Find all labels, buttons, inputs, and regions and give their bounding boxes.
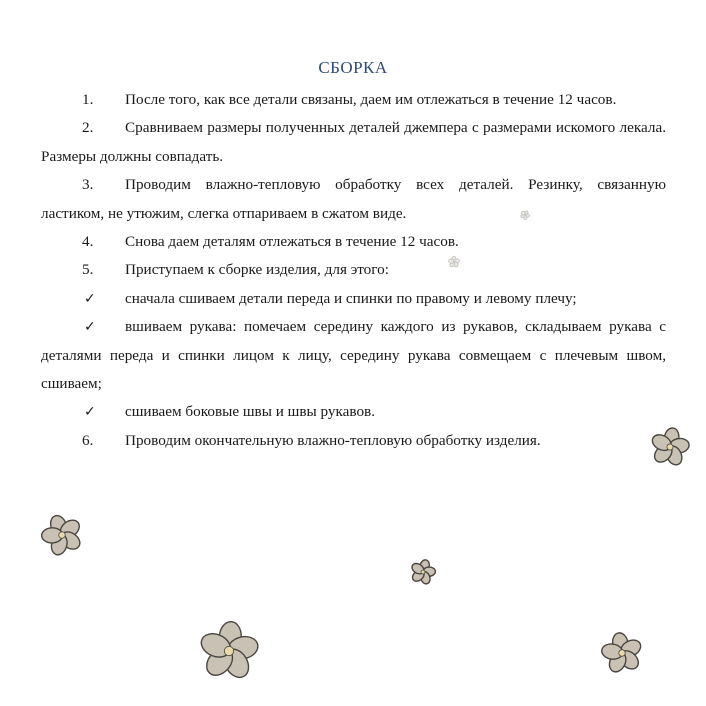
list-item-1 bbox=[41, 86, 666, 114]
check-item-3 bbox=[41, 398, 666, 426]
list-item-5 bbox=[41, 256, 666, 284]
list-number: 4. bbox=[82, 233, 94, 251]
list-item-text: сначала сшиваем детали переда и спинки по правому и левому плечу; bbox=[125, 289, 577, 307]
document-title: СБОРКА bbox=[318, 58, 388, 77]
list-item-text: Сравниваем размеры полученных деталей джемпера с размерами искомого лекала. Размеры должны совпадать. bbox=[41, 119, 666, 165]
list-item-text: После того, как все детали связаны, даем им отлежаться в течение 12 часов. bbox=[125, 91, 617, 108]
list-item-text: Проводим окончательную влажно-тепловую обработку изделия. bbox=[125, 431, 541, 449]
list-item-6 bbox=[41, 427, 666, 455]
flower-icon bbox=[35, 508, 90, 562]
list-number: 6. bbox=[82, 431, 94, 449]
list-item-text: сшиваем боковые швы и швы рукавов. bbox=[125, 403, 376, 421]
flower-icon bbox=[407, 557, 439, 588]
list-number: 5. bbox=[82, 261, 94, 279]
check-item-2 bbox=[41, 313, 666, 398]
list-item-text: Приступаем к сборке изделия, для этого: bbox=[125, 261, 389, 279]
check-item-1 bbox=[41, 285, 666, 313]
flower-icon bbox=[195, 619, 263, 684]
list-item-text: Проводим влажно-тепловую обработку всех деталей. Резинку, связанную ластиком, не утюжим, слегка отпариваем в сжатом виде. bbox=[41, 176, 666, 222]
list-item-text: Снова даем деталям отлежаться в течение 12 часов. bbox=[125, 233, 459, 251]
list-item-3 bbox=[41, 171, 666, 228]
list-item-text: вшиваем рукава: помечаем середину каждого из рукавов, складываем рукава с деталями переда и спинки лицом к лицу, середину рукава совмещаем с плечевым швом, сшиваем; bbox=[41, 318, 666, 393]
list-number: 1. bbox=[82, 91, 94, 108]
checkmark-icon: ✓ bbox=[84, 404, 96, 421]
list-item-2 bbox=[41, 114, 666, 171]
checkmark-icon: ✓ bbox=[84, 319, 96, 336]
document-body bbox=[41, 86, 666, 455]
list-item-4 bbox=[41, 228, 666, 256]
list-number: 3. bbox=[82, 176, 94, 194]
checkmark-icon: ✓ bbox=[84, 290, 96, 307]
flower-icon bbox=[597, 629, 647, 677]
list-number: 2. bbox=[82, 119, 94, 137]
